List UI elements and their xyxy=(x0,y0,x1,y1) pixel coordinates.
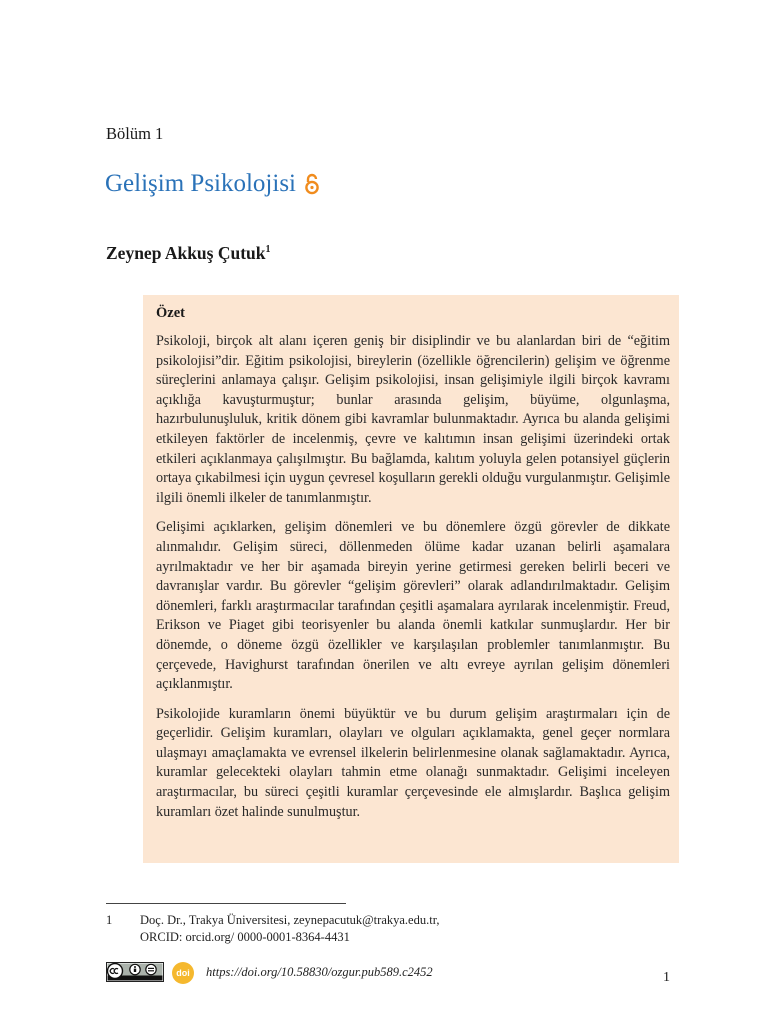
abstract-paragraph-2: Gelişimi açıklarken, gelişim dönemleri ve bu dönemlere özgü görevler de dikkate alınmalıdır. Gelişim süreci, döllenmeden ölüme kadar uzanan belirli aşamalara ayrılmaktadır ve her bir aşamada bireyin yerine getirmesi gereken belirli beceri ve davranışlar vardır. Bu görevler “gelişim görevleri” olarak adlandırılmaktadır. Gelişim dönemleri, farklı araştırmacılar tarafından çeşitli aşamalara ayrılarak incelenmiştir. Freud, Erikson ve Piaget gibi teorisyenler bu alanda önemli katkılar sunmuşlardır. Her bir dönemde, o döneme özgü özellikler ve karşılaşılan problemler tanımlanmıştır. Bu çerçevede, Havighurst tarafından önerilen ve altı evreye ayrılan gelişim dönemleri açıklanmıştır. xyxy=(156,519,670,693)
creative-commons-license-icon[interactable] xyxy=(106,962,164,982)
abstract-paragraph-1: Psikoloji, birçok alt alanı içeren geniş bir disiplindir ve bu alanlardan biri de “eğitim psikolojisi”dir. Eğitim psikolojisi, bireylerin (özellikle öğrencilerin) gelişim ve öğrenme süreçlerini anlamaya çalışır. Gelişim psikolojisi, insan gelişimiyle ilgili birçok kavramı açıklığa kavuşturmuştur; bunlar arasında gelişim, büyüme, olgunlaşma, hazırbulunuşluluk, kritik dönem gibi kavramlar bulunmaktadır. Ayrıca bu alanda gelişimi etkileyen faktörler de incelenmiş, çevre ve kalıtımın insan gelişimi üzerindeki ortak etkileri açıklanmaya çalışılmıştır. Bu bağlamda, kalıtım yoluyla gelen potansiyel güçlerin ortaya çıkabilmesi için uygun çevresel koşulların gerekli olduğu vurgulanmıştır. Gelişimle ilgili önemli ilkeler de tanımlanmıştır. xyxy=(156,333,670,506)
chapter-label: Bölüm 1 xyxy=(106,124,164,143)
abstract-box xyxy=(143,295,679,863)
footnote-number: 1 xyxy=(106,913,113,927)
doi-link[interactable]: https://doi.org/10.58830/ozgur.pub589.c2452 xyxy=(206,965,433,979)
abstract-paragraph-3: Psikolojide kuramların önemi büyüktür ve bu durum gelişim araştırmaları için de geçerlidir. Gelişim kuramları, olayları ve olguları açıklamakta, genel geçer normlara ulaşmayı amaçlamakta ve evrensel ilkelerin belirlenmesine olanak sağlamaktadır. Ayrıca, kuramlar gelecekteki olayları tahmin etme olanağı sunmaktadır. Gelişimi inceleyen araştırmacılar, bu süreci çeşitli kuramlar çerçevesinde ele almışlardır. Başlıca gelişim kuramları özet halinde sunulmuştur. xyxy=(156,705,670,820)
page-number: 1 xyxy=(663,970,670,985)
chapter-title-text: Gelişim Psikolojisi xyxy=(105,170,297,197)
footnote-text xyxy=(140,912,660,946)
footnote-affiliation: Doç. Dr., Trakya Üniversitesi, zeynepacutuk@trakya.edu.tr, xyxy=(140,913,440,927)
abstract-heading: Özet xyxy=(156,305,185,321)
chapter-title xyxy=(105,170,320,198)
footnote-orcid: ORCID: orcid.org/ 0000-0001-8364-4431 xyxy=(140,930,350,944)
author-name xyxy=(106,243,271,264)
footnote-divider xyxy=(106,903,346,904)
open-access-lock-icon xyxy=(304,173,320,195)
page-footer xyxy=(106,962,676,986)
doi-badge-icon[interactable]: doi xyxy=(172,962,194,984)
author-name-text: Zeynep Akkuş Çutuk xyxy=(106,243,266,263)
author-footnote-ref[interactable]: 1 xyxy=(265,244,271,256)
